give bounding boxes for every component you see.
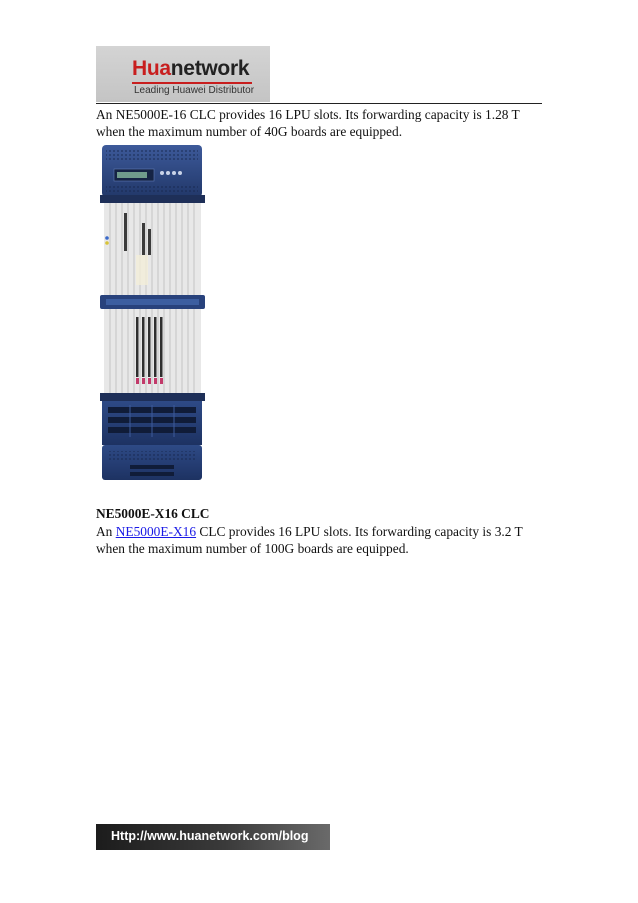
footer-url[interactable]: Http://www.huanetwork.com/blog <box>111 829 309 843</box>
section2-prefix: An <box>96 524 116 539</box>
logo-tagline: Leading Huawei Distributor <box>134 85 255 96</box>
router-chassis-image <box>100 145 205 480</box>
section1-paragraph: An NE5000E-16 CLC provides 16 LPU slots. Its forwarding capacity is 1.28 T when the maximum number of 40G boards are equipped. <box>96 107 520 139</box>
section2-heading: NE5000E-X16 CLC <box>96 506 210 521</box>
header-divider <box>96 103 542 104</box>
section2-paragraph <box>96 523 544 557</box>
logo-wordmark <box>132 57 249 81</box>
section2-suffix: CLC provides 16 LPU slots. Its forwarding capacity is 3.2 T when the maximum number of 100G boards are equipped. <box>96 524 523 556</box>
footer-banner <box>96 824 330 850</box>
lower-slot-area <box>104 309 201 395</box>
upper-slot-area <box>104 203 201 295</box>
ne5000e-x16-link[interactable]: NE5000E-X16 <box>115 524 197 539</box>
logo-wordmark-part2: network <box>170 57 250 80</box>
logo <box>96 46 270 102</box>
logo-underline <box>132 82 252 84</box>
logo-wordmark-part1: Hua <box>132 57 171 80</box>
